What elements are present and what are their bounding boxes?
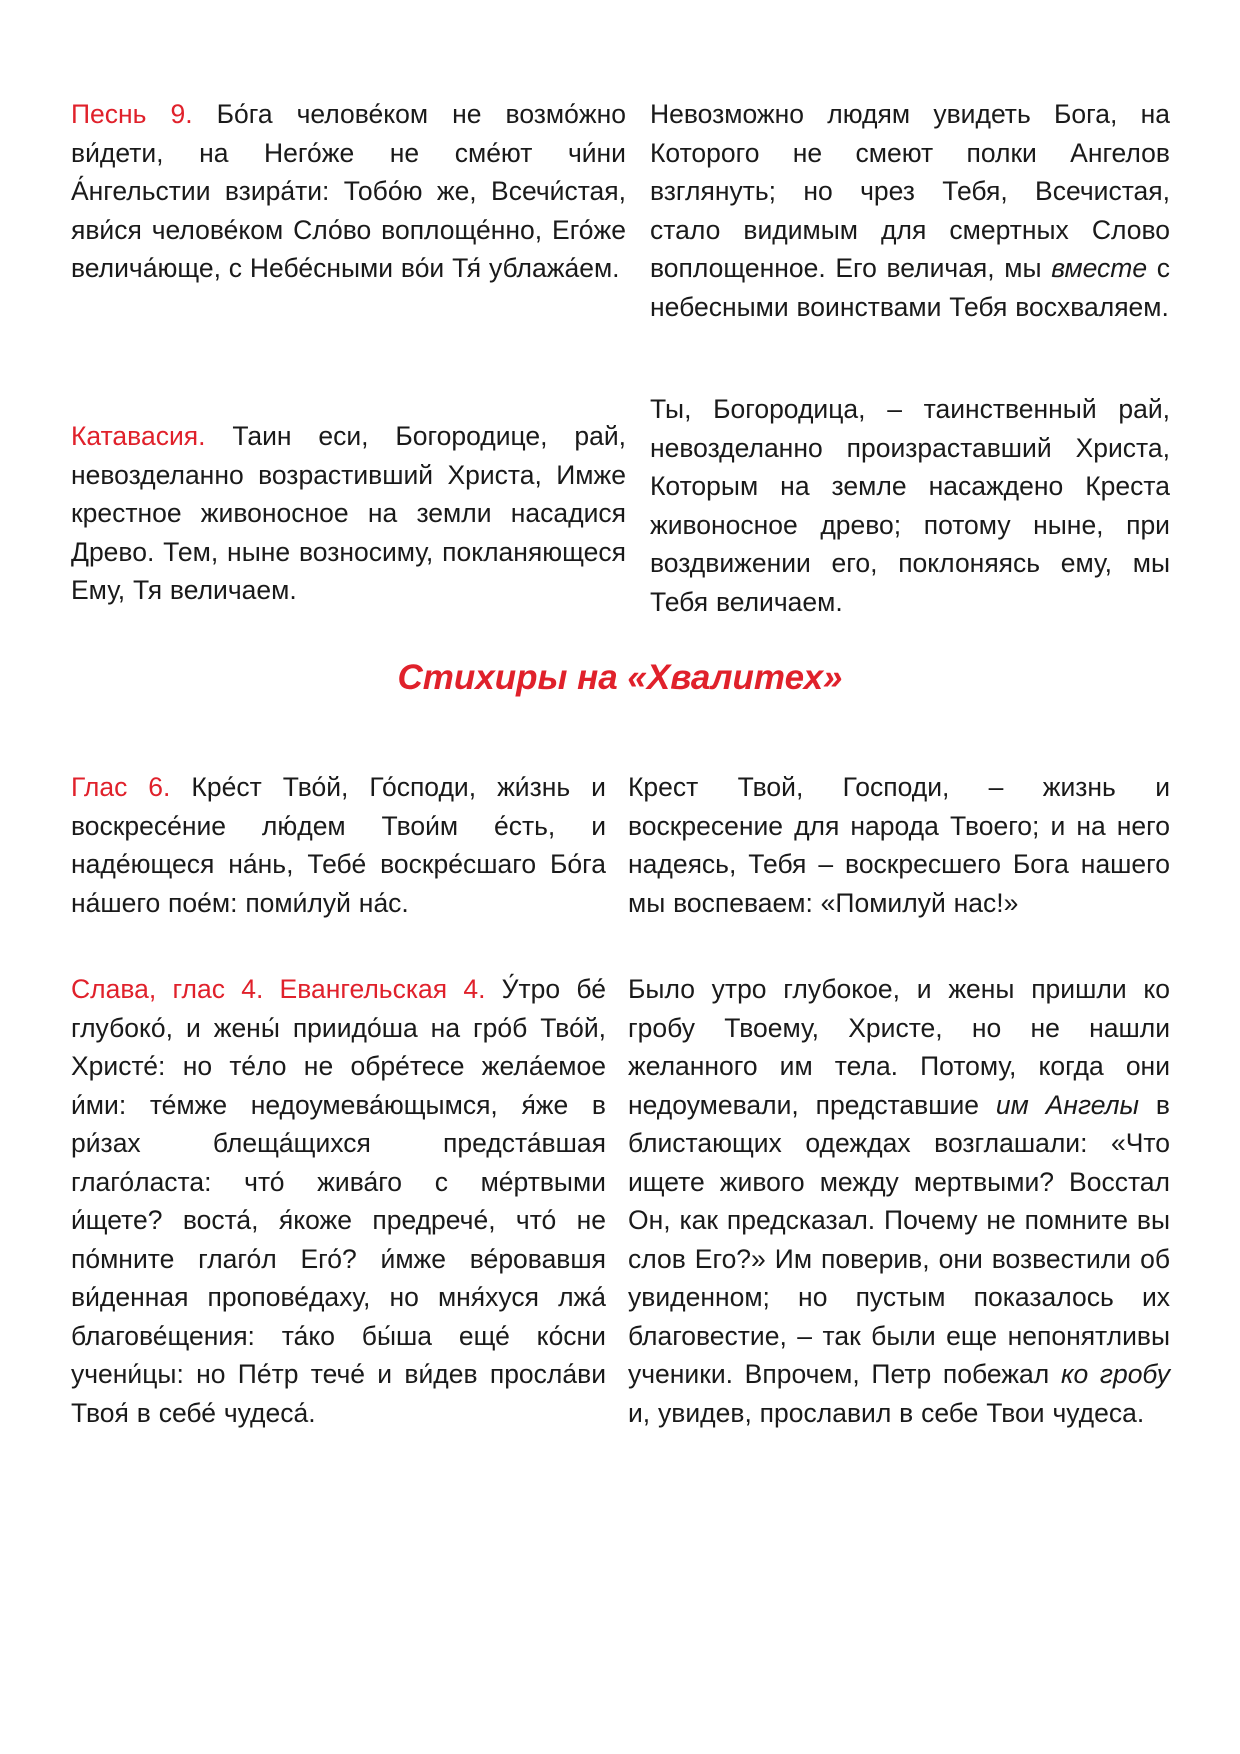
glas6-ru-text: Крест Твой, Господи, – жизнь и воскресение для народа Твоего; и на него надеясь, Тебя – воскресшего Бога нашего мы воспеваем: «Помилуй нас!»: [628, 772, 1170, 918]
section-heading: Стихиры на «Хвалитех»: [397, 658, 843, 697]
song9-cs-paragraph: [71, 95, 626, 288]
slava-ru-emphasis-2: ко гробу: [1060, 1359, 1171, 1389]
slava-ru-text-1: Было утро глубокое, и жены пришли ко гробу Твоему, Христе, но не нашли желанного им тела. Потому, когда они недоумевали, представшие: [628, 974, 1170, 1120]
slava-ru-text-2: в блистающих одеждах возглашали: «Что ищете живого между мертвыми? Восстал Он, как предсказал. Почему не помните вы слов Его?» Им поверив, они возвестили об увиденном; но пустым показалось их благовестие, – так были еще непонятливы ученики. Впрочем, Петр побежал: [628, 1089, 1170, 1389]
slava-cs-text: У́тро бе́ глубоко́, и жены́ приидо́ша на гро́б Тво́й, Христе́: но те́ло не обре́тесе жела́емое и́ми: те́мже недоумева́ющымся, я́же в ри́зах блеща́щихся предста́вшая глаго́ласта: что́ жива́го с ме́ртвыми и́щете? воста́, я́коже предрече́, что́ не по́мните глаго́л Его́? и́мже ве́ровавшя ви́денная пропове́даху, но мня́хуся лжа́ благове́щения: та́ко бы́ша еще́ ко́сни учени́цы: но Пе́тр тече́ и ви́дев просла́ви Твоя́ в себе́ чудеса́.: [71, 974, 606, 1428]
glas6-cs-paragraph: [71, 768, 606, 922]
slava-ru-text-3: и, увидев, прославил в себе Твои чудеса.: [628, 1397, 1145, 1428]
slava-label: Слава, глас 4. Евангельская 4.: [71, 974, 486, 1004]
slava-ru-paragraph: [628, 970, 1170, 1432]
song9-ru-paragraph: [650, 95, 1170, 326]
song9-cs-text: Бо́га челове́ком не возмо́жно ви́дети, на Него́же не сме́ют чи́ни А́нгельстии взира́ти: Тобо́ю же, Всечи́стая, яви́ся челове́ком Сло́во воплоще́нно, Его́же велича́юще, с Небе́сными во́и Тя́ ублажа́ем.: [71, 99, 626, 283]
katavasia-cs-text: Таин еси, Богородице, рай, невозделанно возрастивший Христа, Имже крестное живоносное на земли насадися Древо. Тем, ныне возносиму, покланяющеся Ему, Тя величаем.: [71, 421, 626, 605]
song9-label: Песнь 9.: [71, 99, 193, 129]
glas6-cs-text: Кре́ст Тво́й, Го́споди, жи́знь и воскресе́ние лю́дем Твои́м е́сть, и наде́ющеся на́нь, Тебе́ воскре́сшаго Бо́га на́шего пое́м: поми́луй на́с.: [71, 772, 606, 918]
slava-ru-emphasis-1: им Ангелы: [995, 1089, 1140, 1120]
slava-cs-paragraph: [71, 970, 606, 1432]
song9-ru-emphasis: вместе: [1051, 253, 1148, 283]
katavasia-label: Катавасия.: [71, 421, 206, 451]
glas6-label: Глас 6.: [71, 772, 171, 802]
katavasia-ru-paragraph: [650, 390, 1170, 621]
song9-ru-text-2: с небесными воинствами Тебя восхваляем.: [650, 253, 1170, 322]
glas6-ru-paragraph: [628, 768, 1170, 922]
katavasia-ru-text: Ты, Богородица, – таинственный рай, невозделанно произраставший Христа, Которым на земле насаждено Креста живоносное древо; потому ныне, при воздвижении его, поклоняясь ему, мы Тебя величаем.: [650, 394, 1170, 617]
song9-ru-text-1: Невозможно людям увидеть Бога, на Которого не смеют полки Ангелов взглянуть; но чрез Тебя, Всечистая, стало видимым для смертных Слово воплощенное. Его величая, мы: [650, 99, 1170, 283]
katavasia-cs-paragraph: [71, 417, 626, 610]
